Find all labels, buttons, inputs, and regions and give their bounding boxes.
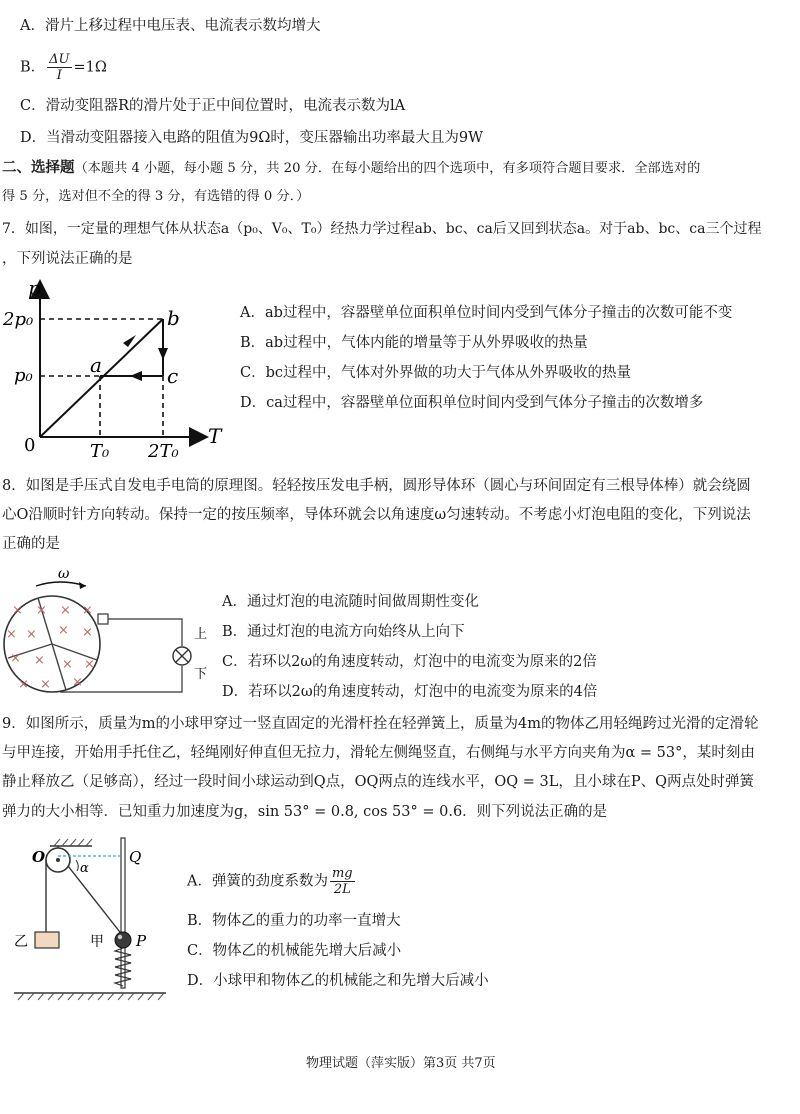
section-2-desc-line1: （本题共 4 小题，每小题 5 分，共 20 分．在每小题给出的四个选项中，有多项符合题目要求．全部选对的 [74,161,701,176]
q9-stem-line4: 弹力的大小相等．已知重力加速度为g，sin 53° = 0.8, cos 53° = 0.6．则下列说法正确的是 [2,804,608,820]
q6-option-b-denominator: I [56,68,62,83]
section-2-title: 二、选择题 [2,159,75,176]
q8-generator-figure [0,564,215,704]
q6-option-b-fraction [47,52,71,83]
svg-text:×: × [82,603,93,618]
q9-option-d: D．小球甲和物体乙的机械能之和先增大后减小 [187,973,489,989]
svg-text:×: × [58,623,69,638]
q6-option-b-rest: =1Ω [73,59,107,76]
q9-label-jia: 甲 [90,934,104,950]
q7-point-b: b [167,306,180,330]
q9-option-a [187,866,357,897]
svg-text:×: × [82,625,93,640]
svg-text:×: × [36,603,47,618]
q7-option-c: C．bc过程中，气体对外界做的功大于气体从外界吸收的热量 [240,365,631,381]
q9-stem-line3: 静止释放乙（足够高），经过一段时间小球运动到Q点，OQ两点的连线水平，OQ = 3L，且小球在P、Q两点处时弹簧 [2,774,755,790]
q7-process-ab [40,319,163,437]
q9-ball-jia [115,932,131,948]
q7-tick-2T0: 2T₀ [148,441,179,462]
q7-x-axis-label: T [208,424,222,448]
q6-option-b-prefix: B． [20,59,46,76]
q8-omega-label: ω [58,566,70,582]
q9-option-a-numerator: mg [331,866,353,881]
svg-text:×: × [62,657,73,672]
svg-text:×: × [12,603,23,618]
q7-option-d: D．ca过程中，容器壁单位面积单位时间内受到气体分子撞击的次数增多 [240,395,704,411]
q7-tick-T0: T₀ [90,441,110,462]
q8-stem-line1: 8．如图是手压式自发电手电筒的原理图。轻轻按压发电手柄，圆形导体环（圆心与环间固定有三根导体棒）就会绕圆 [2,478,751,494]
q9-label-P: P [136,932,147,950]
q6-option-b [20,52,107,83]
q8-option-b: B．通过灯泡的电流方向始终从上向下 [222,624,465,640]
q8-option-c: C．若环以2ω的角速度转动，灯泡中的电流变为原来的2倍 [222,654,597,670]
q7-option-b: B．ab过程中，气体内能的增量等于从外界吸收的热量 [240,335,588,351]
section-2-header [2,156,700,177]
q9-stem-line1: 9．如图所示，质量为m的小球甲穿过一竖直固定的光滑杆拴在轻弹簧上，质量为4m的物体乙用轻绳跨过光滑的定滑轮 [2,716,759,732]
q6-option-a: A．滑片上移过程中电压表、电流表示数均增大 [20,18,321,34]
q9-label-O: O [32,848,46,866]
q9-stem-line2: 与甲连接，开始用手托住乙，轻绳刚好伸直但无拉力，滑轮左侧绳竖直，右侧绳与水平方向夹角为α = 53°，某时刻由 [2,745,755,761]
q7-point-a: a [90,353,102,377]
q7-stem-line1: 7．如图，一定量的理想气体从状态a（p₀、V₀、T₀）经热力学过程ab、bc、ca后又回到状态a。对于ab、bc、ca三个过程 [2,221,762,237]
q8-magnetic-field-marks [6,603,95,692]
svg-text:×: × [60,603,71,618]
q9-option-a-fraction [330,866,355,897]
q7-y-axis-label: p [28,276,41,300]
q7-pt-graph [0,275,230,465]
section-2-desc-line2: 得 5 分，选对但不全的得 3 分，有选错的得 0 分．） [2,189,310,204]
q9-label-Q: Q [129,848,142,866]
q9-label-yi: 乙 [14,934,28,950]
q9-option-c: C．物体乙的机械能先增大后减小 [187,943,402,959]
q8-label-up: 上 [194,627,208,642]
svg-text:×: × [18,677,29,692]
svg-text:×: × [34,653,45,668]
q7-option-a: A．ab过程中，容器壁单位面积单位时间内受到气体分子撞击的次数可能不变 [240,305,733,321]
q7-point-c: c [167,364,179,388]
q8-option-a: A．通过灯泡的电流随时间做周期性变化 [222,594,479,610]
q9-option-a-prefix: A．弹簧的劲度系数为 [187,873,328,890]
q9-block-yi [35,932,59,948]
q9-pulley-figure [10,836,180,1008]
q9-label-alpha: α [80,861,89,876]
q7-stem-line2: ，下列说法正确的是 [2,251,133,267]
q7-tick-p0: p₀ [14,365,33,386]
q6-option-d: D．当滑动变阻器接入电路的阻值为9Ω时，变压器输出功率最大且为9W [20,130,483,146]
q7-origin-label: 0 [24,435,36,456]
svg-text:×: × [26,627,37,642]
svg-text:×: × [6,627,17,642]
q9-option-b: B．物体乙的重力的功率一直增大 [187,913,401,929]
svg-text:×: × [10,651,21,666]
q9-option-a-denominator: 2L [333,882,351,897]
q8-option-d: D．若环以2ω的角速度转动，灯泡中的电流变为原来的4倍 [222,684,598,700]
q8-label-down: 下 [194,667,208,682]
q6-option-c: C．滑动变阻器R的滑片处于正中间位置时，电流表示数为lA [20,98,406,114]
page-footer: 物理试题（萍实版）第3页 共7页 [306,1056,496,1071]
q7-tick-2p0: 2p₀ [3,309,34,330]
q8-stem-line2: 心O沿顺时针方向转动。保持一定的按压频率，导体环就会以角速度ω匀速转动。不考虑小灯泡电阻的变化，下列说法 [2,507,751,523]
svg-text:×: × [40,677,51,692]
q8-stem-line3: 正确的是 [2,536,60,552]
svg-text:×: × [84,657,95,672]
q6-option-b-numerator: ΔU [49,52,70,67]
svg-text:×: × [72,675,83,690]
